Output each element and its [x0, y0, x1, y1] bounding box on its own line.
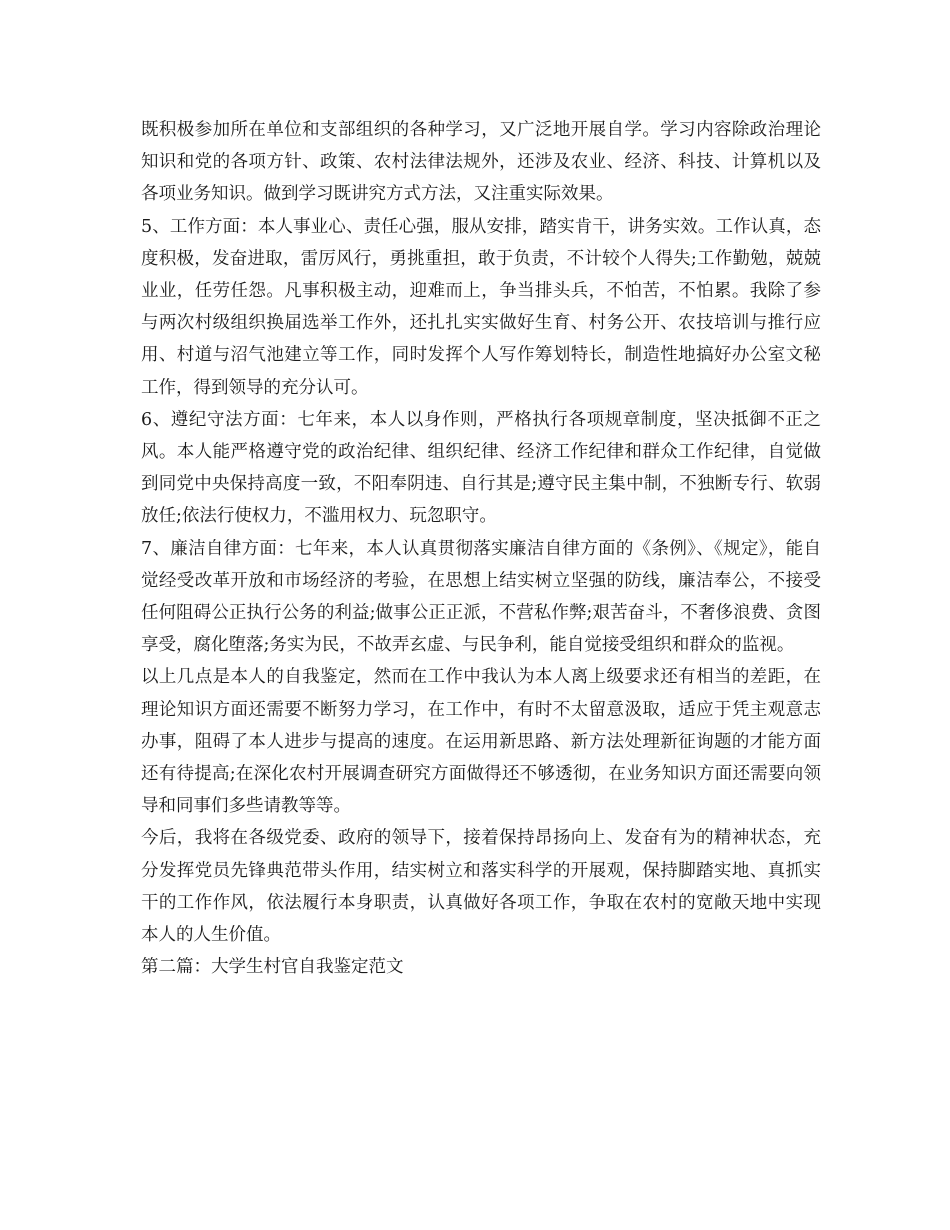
- paragraph-shortcomings: 以上几点是本人的自我鉴定，然而在工作中我认为本人离上级要求还有相当的差距，在理论知识方面还需要不断努力学习，在工作中，有时不太留意汲取，适应于凭主观意志办事，阻碍了本人进步与提高的速度。在运用新思路、新方法处理新征询题的才能方面还有待提高;在深化农村开展调查研究方面做得还不够透彻，在业务知识方面还需要向领导和同事们多些请教等等。: [141, 667, 821, 817]
- paragraph-integrity: 7、廉洁自律方面：七年来，本人认真贯彻落实廉洁自律方面的《条例》、《规定》，能自觉经受改革开放和市场经济的考验，在思想上结实树立坚强的防线，廉洁奉公，不接受任何阻碍公正执行公务的利益;做事公正正派，不营私作弊;艰苦奋斗，不奢侈浪费、贪图享受，腐化堕落;务实为民，不故弄玄虚、与民争利，能自觉接受组织和群众的监视。: [141, 538, 821, 656]
- document-body: [141, 114, 821, 983]
- paragraph-future: 今后，我将在各级党委、政府的领导下，接着保持昂扬向上、发奋有为的精神状态，充分发挥党员先锋典范带头作用，结实树立和落实科学的开展观，保持脚踏实地、真抓实干的工作作风，依法履行本身职责，认真做好各项工作，争取在农村的宽敞天地中实现本人的人生价值。: [141, 828, 821, 946]
- paragraph-work: 5、工作方面：本人事业心、责任心强，服从安排，踏实肯干，讲务实效。工作认真，态度积极，发奋进取，雷厉风行，勇挑重担，敢于负责，不计较个人得失;工作勤勉，兢兢业业，任劳任怨。凡事积极主动，迎难而上，争当排头兵，不怕苦，不怕累。我除了参与两次村级组织换届选举工作外，还扎扎实实做好生育、村务公开、农技培训与推行应用、村道与沼气池建立等工作，同时发挥个人写作筹划特长，制造性地搞好办公室文秘工作，得到领导的充分认可。: [141, 216, 821, 398]
- paragraph-discipline: 6、遵纪守法方面：七年来，本人以身作则，严格执行各项规章制度，坚决抵御不正之风。本人能严格遵守党的政治纪律、组织纪律、经济工作纪律和群众工作纪律，自觉做到同党中央保持高度一致，不阳奉阴违、自行其是;遵守民主集中制，不独断专行、软弱放任;依法行使权力，不滥用权力、玩忽职守。: [141, 409, 821, 527]
- paragraph-study: 既积极参加所在单位和支部组织的各种学习，又广泛地开展自学。学习内容除政治理论知识和党的各项方针、政策、农村法律法规外，还涉及农业、经济、科技、计算机以及各项业务知识。做到学习既讲究方式方法，又注重实际效果。: [141, 120, 821, 205]
- section-heading: 第二篇：大学生村官自我鉴定范文: [141, 957, 404, 978]
